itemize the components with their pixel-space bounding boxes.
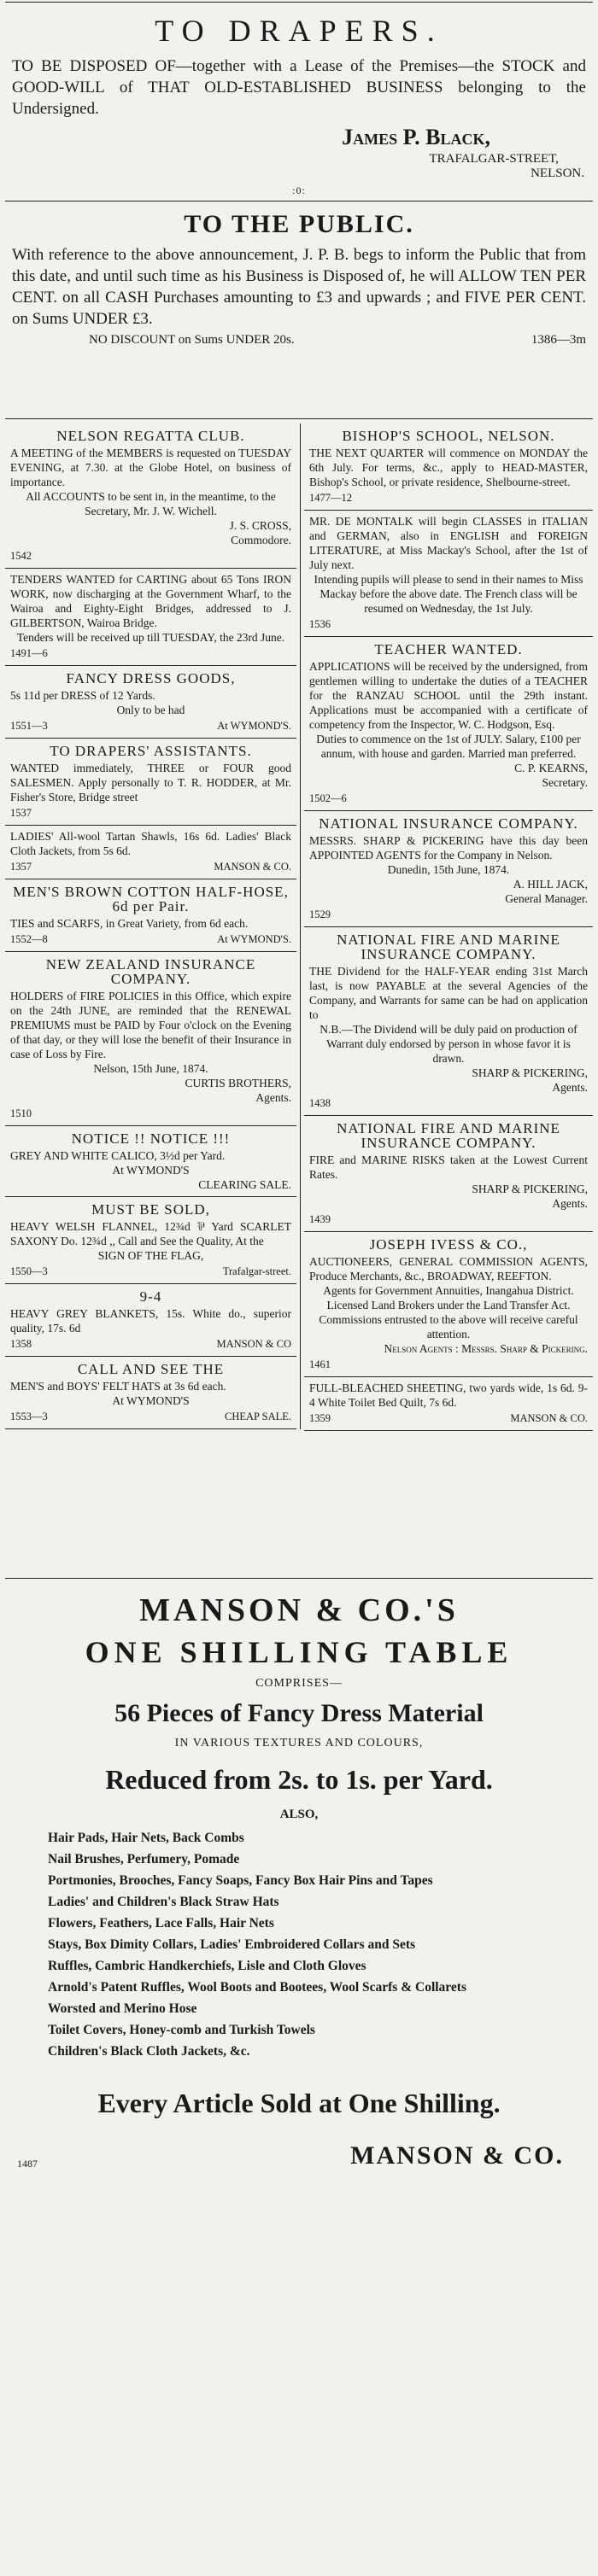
advert-code: 1491—6: [10, 647, 48, 659]
advert-code: 1477—12: [309, 492, 352, 504]
advert-signature: Nelson Agents : Messrs. Sharp & Pickering.: [384, 1342, 588, 1355]
advert-heading: TEACHER WANTED.: [374, 641, 523, 657]
advert-extra: All ACCOUNTS to be sent in, in the meantime, to the Secretary, Mr. J. W. Wichell.: [26, 490, 276, 517]
advert-block: [5, 952, 296, 1126]
advert-extra: Dunedin, 15th June, 1874.: [387, 863, 510, 876]
advert-footer-row: [309, 1358, 588, 1372]
advert-signature: CLEARING SALE.: [198, 1178, 291, 1191]
advert-footer-row: [10, 646, 291, 661]
drapers-lead: TO BE DISPOSED OF: [12, 57, 176, 75]
advert-heading: NATIONAL INSURANCE COMPANY.: [319, 815, 578, 832]
advert-body: GREY AND WHITE CALICO, 3½d per Yard.: [10, 1149, 226, 1162]
manson-item: Worsted and Merino Hose: [48, 2001, 197, 2016]
advert-footer-row: [309, 908, 588, 922]
manson-firm: MANSON & CO.: [350, 2141, 564, 2170]
advert-footer-row: [10, 719, 291, 733]
advert-block: [5, 1197, 296, 1284]
advert-block: [304, 1116, 593, 1232]
advert-signature: A. HILL JACK,: [513, 878, 588, 891]
manson-item: Stays, Box Dimity Collars, Ladies' Embroidered Collars and Sets: [48, 1937, 416, 1952]
advert-signature-title: Secretary.: [542, 776, 588, 789]
advert-code: 1358: [10, 1338, 32, 1350]
advert-body: MEN'S and BOYS' FELT HATS at 3s 6d each.: [10, 1380, 226, 1393]
advert-signature: CURTIS BROTHERS,: [185, 1077, 291, 1089]
advert-extra: Agents for Government Annuities, Inangahua District. Licensed Land Brokers under the Land Transfer Act. Commissions entrusted to the above will receive careful attention.: [319, 1284, 578, 1341]
advert-block: [5, 1357, 296, 1429]
advert-footer-row: [10, 932, 291, 947]
advert-heading: FANCY DRESS GOODS,: [66, 670, 236, 686]
advert-code: 1461: [309, 1358, 331, 1370]
advert-block: [5, 569, 296, 666]
advert-body: FIRE and MARINE RISKS taken at the Lowest Current Rates.: [309, 1154, 588, 1181]
advert-body: HEAVY WELSH FLANNEL, 12¾d ⅌ Yard SCARLET SAXONY Do. 12¾d ,, Call and See the Quality, At the: [10, 1220, 291, 1247]
advert-code: 1552—8: [10, 933, 48, 945]
advert-block: [5, 1284, 296, 1357]
advert-signature-title: Agents.: [552, 1197, 588, 1210]
advert-footer-row: [10, 1265, 291, 1279]
advert-body: WANTED immediately, THREE or FOUR good SALESMEN. Apply personally to T. R. HODDER, at Mr. Fisher's Store, Bridge street: [10, 762, 291, 803]
manson-item: Children's Black Cloth Jackets, &c.: [48, 2044, 250, 2059]
advert-heading: MEN'S BROWN COTTON HALF-HOSE, 6d per Pair.: [13, 884, 289, 914]
advert-footer-row: [10, 860, 291, 874]
public-title: TO THE PUBLIC.: [184, 210, 414, 238]
manson-pieces: 56 Pieces of Fancy Dress Material: [114, 1699, 484, 1727]
advert-signature: SHARP & PICKERING,: [472, 1183, 588, 1195]
advert-code: 1550—3: [10, 1265, 48, 1277]
advert-body: TIES and SCARFS, in Great Variety, from 6d each.: [10, 917, 249, 930]
advert-columns: [5, 423, 593, 1574]
advert-footer-row: [10, 1107, 291, 1121]
advert-block: [304, 423, 593, 511]
advert-code: 1359: [309, 1412, 331, 1424]
right-column: [304, 423, 593, 1431]
advert-block: [5, 826, 296, 879]
advert-footer-row: [10, 549, 291, 564]
drapers-body: [12, 55, 586, 120]
advert-body: HEAVY GREY BLANKETS, 15s. White do., superior quality, 17s. 6d: [10, 1307, 291, 1335]
advert-heading: CALL AND SEE THE: [77, 1361, 225, 1377]
manson-item: Nail Brushes, Perfumery, Pomade: [48, 1852, 240, 1866]
advert-code: 1439: [309, 1213, 331, 1225]
advert-signature: J. S. CROSS,: [229, 519, 291, 532]
manson-every-article: Every Article Sold at One Shilling.: [97, 2088, 501, 2118]
advert-extra: SIGN OF THE FLAG,: [97, 1249, 204, 1262]
advert-block: [304, 511, 593, 637]
advert-location: At WYMOND'S.: [217, 933, 291, 945]
manson-item: Hair Pads, Hair Nets, Back Combs: [48, 1831, 244, 1845]
advert-signature-title: Commodore.: [231, 534, 291, 546]
advert-code: 1553—3: [10, 1411, 48, 1422]
advert-footer-row: [309, 1212, 588, 1227]
ornament-divider: :0:: [292, 184, 306, 196]
advert-body: AUCTIONEERS, GENERAL COMMISSION AGENTS, Produce Merchants, &c., BROADWAY, REEFTON.: [309, 1255, 588, 1282]
manson-subtitle: ONE SHILLING TABLE: [85, 1635, 513, 1669]
manson-items-list: [48, 1827, 593, 2062]
advert-signature-title: Agents.: [552, 1081, 588, 1094]
advert-footer-row: [309, 491, 588, 505]
manson-item: Flowers, Feathers, Lace Falls, Hair Nets: [48, 1916, 274, 1931]
public-footer: NO DISCOUNT on Sums UNDER 20s.: [89, 333, 295, 347]
manson-code: 1487: [17, 2158, 38, 2170]
advert-block: [5, 739, 296, 826]
manson-item: Arnold's Patent Ruffles, Wool Boots and Bootees, Wool Scarfs & Collarets: [48, 1980, 466, 1995]
advert-footer-row: [309, 1096, 588, 1111]
advert-extra: Nelson, 15th June, 1874.: [93, 1062, 208, 1075]
advert-block: [304, 1232, 593, 1377]
advert-location: CHEAP SALE.: [224, 1411, 291, 1422]
advert-heading: NELSON REGATTA CLUB.: [56, 428, 245, 444]
advert-location: MANSON & CO.: [510, 1412, 588, 1424]
manson-comprises: COMPRISES—: [255, 1677, 343, 1690]
advert-heading: TO DRAPERS' ASSISTANTS.: [50, 743, 252, 759]
advert-body: A MEETING of the MEMBERS is requested on TUESDAY EVENING, at 7.30. at the Globe Hotel, on business of importance.: [10, 447, 291, 488]
advert-footer-row: [10, 1337, 291, 1352]
advert-heading: 9-4: [139, 1288, 162, 1305]
left-column: [5, 423, 301, 1429]
advert-extra: Intending pupils will please to send in their names to Miss Mackay before the above date. The French class will be resumed on Wednesday, the 1st July.: [314, 573, 583, 615]
drapers-title: TO DRAPERS.: [155, 14, 443, 48]
public-notice: [5, 210, 593, 348]
advert-block: [5, 666, 296, 739]
advert-location: At WYMOND'S.: [217, 720, 291, 732]
manson-reduced: Reduced from 2s. to 1s. per Yard.: [105, 1764, 493, 1795]
public-body: With reference to the above announcement, J. P. B. begs to inform the Public that from this date, and until such time as his Business is Disposed of, he will ALLOW TEN PER CENT. on all CASH Purchases amounting to £3 and upwards ; and FIVE PER CENT. on Sums UNDER £3.: [12, 246, 586, 328]
advert-heading: MUST BE SOLD,: [91, 1201, 210, 1218]
advert-body: LADIES' All-wool Tartan Shawls, 16s 6d. Ladies' Black Cloth Jackets, from 5s 6d.: [10, 830, 291, 857]
advert-signature: C. P. KEARNS,: [514, 762, 588, 774]
advert-block: [5, 879, 296, 952]
advert-block: [304, 1377, 593, 1431]
advert-signature-title: General Manager.: [505, 892, 588, 905]
advert-body: MR. DE MONTALK will begin CLASSES in ITALIAN and GERMAN, also in ENGLISH and FOREIGN LITERATURE, at Miss Mackay's School, after the 1st of July next.: [309, 515, 588, 571]
advert-extra: At WYMOND'S: [112, 1394, 190, 1407]
advert-signature: SHARP & PICKERING,: [472, 1066, 588, 1079]
drapers-notice: [5, 2, 593, 197]
advert-code: 1502—6: [309, 792, 347, 804]
advert-signature-title: Agents.: [255, 1091, 291, 1104]
advert-extra: Only to be had: [116, 704, 185, 716]
newspaper-page: [5, 0, 593, 2576]
advert-code: 1542: [10, 550, 32, 562]
advert-heading: NATIONAL FIRE AND MARINE INSURANCE COMPANY.: [337, 1120, 560, 1151]
advert-extra: Tenders will be received up till TUESDAY, the 23rd June.: [16, 631, 285, 644]
advert-heading: NEW ZEALAND INSURANCE COMPANY.: [45, 956, 256, 987]
manson-advert: [5, 1580, 593, 2170]
advert-body: APPLICATIONS will be received by the undersigned, from gentlemen willing to undertake the duties of a TEACHER for the RANZAU SCHOOL until the 29th instant. Applications must be accompanied with a certificate of competency from the Inspector, W. C. Hodgson, Esq.: [309, 660, 588, 731]
advert-block: [5, 1126, 296, 1197]
advert-block: [304, 811, 593, 927]
advert-code: 1438: [309, 1097, 331, 1109]
advert-code: 1357: [10, 861, 32, 873]
advert-footer-row: [309, 1411, 588, 1426]
advert-body: FULL-BLEACHED SHEETING, two yards wide, 1s 6d. 9-4 White Toilet Bed Quilt, 7s 6d.: [309, 1381, 588, 1409]
advert-code: 1536: [309, 618, 331, 630]
advert-heading: BISHOP'S SCHOOL, NELSON.: [342, 428, 555, 444]
advert-heading: JOSEPH IVESS & CO.,: [369, 1236, 528, 1253]
drapers-text: —together with a Lease of the Premises—the STOCK and GOOD-WILL of THAT OLD-ESTABLISHED BUSINESS belonging to the Undersigned.: [12, 57, 586, 118]
advert-location: MANSON & CO: [216, 1338, 291, 1350]
manson-item: Toilet Covers, Honey-comb and Turkish Towels: [48, 2023, 315, 2037]
advert-footer-row: [10, 1410, 291, 1424]
advert-code: 1510: [10, 1107, 32, 1119]
public-code: 1386—3m: [531, 333, 586, 347]
drapers-street: TRAFALGAR-STREET,: [429, 152, 559, 166]
advert-footer-row: [309, 791, 588, 806]
advert-block: [304, 637, 593, 811]
advert-extra: Duties to commence on the 1st of JULY. Salary, £100 per annum, with house and garden. Married man preferred.: [316, 733, 581, 760]
advert-location: Trafalgar-street.: [222, 1265, 291, 1277]
advert-extra: At WYMOND'S: [112, 1164, 190, 1177]
advert-footer-row: [309, 617, 588, 632]
drapers-town: NELSON.: [531, 166, 584, 180]
advert-body: HOLDERS of FIRE POLICIES in this Office, which expire on the 24th JUNE, are reminded that the RENEWAL PREMIUMS must be PAID by Four o'clock on the Evening of that day, or they will lose the benefit of their Insurance in case of Loss by Fire.: [10, 990, 291, 1060]
manson-item: Ladies' and Children's Black Straw Hats: [48, 1895, 279, 1909]
advert-body: TENDERS WANTED for CARTING about 65 Tons IRON WORK, now discharging at the Government Wharf, to the Wairoa and Eighty-Eight Bridges, addressed to J. GILBERTSON, Wairoa Bridge.: [10, 573, 291, 629]
advert-block: [5, 423, 296, 569]
advert-block: [304, 927, 593, 1116]
drapers-signature: James P. Black,: [342, 125, 490, 149]
advert-body: THE NEXT QUARTER will commence on MONDAY the 6th July. For terms, &c., apply to HEAD-MASTER, Bishop's School, or private residence, Shelbourne-street.: [309, 447, 588, 488]
manson-also: ALSO,: [279, 1808, 319, 1821]
advert-body: 5s 11d per DRESS of 12 Yards.: [10, 689, 155, 702]
advert-heading: NOTICE !! NOTICE !!!: [71, 1130, 231, 1147]
advert-body: THE Dividend for the HALF-YEAR ending 31st March last, is now PAYABLE at the several Agencies of the Company, and Warrants for same can be had on application to: [309, 965, 588, 1021]
advert-location: MANSON & CO.: [214, 861, 291, 873]
advert-heading: NATIONAL FIRE AND MARINE INSURANCE COMPANY.: [337, 932, 560, 962]
advert-body: MESSRS. SHARP & PICKERING have this day been APPOINTED AGENTS for the Company in Nelson.: [309, 834, 588, 862]
manson-item: Portmonies, Brooches, Fancy Soaps, Fancy Box Hair Pins and Tapes: [48, 1873, 433, 1888]
advert-code: 1529: [309, 908, 331, 920]
advert-code: 1551—3: [10, 720, 48, 732]
manson-item: Ruffles, Cambric Handkerchiefs, Lisle and Cloth Gloves: [48, 1959, 366, 1973]
advert-footer-row: [10, 806, 291, 821]
advert-code: 1537: [10, 807, 32, 819]
manson-textures: IN VARIOUS TEXTURES AND COLOURS,: [174, 1737, 424, 1749]
manson-title: MANSON & CO.'S: [139, 1592, 459, 1628]
advert-extra: N.B.—The Dividend will be duly paid on production of Warrant duly endorsed by person in whose favor it is drawn.: [320, 1023, 577, 1065]
